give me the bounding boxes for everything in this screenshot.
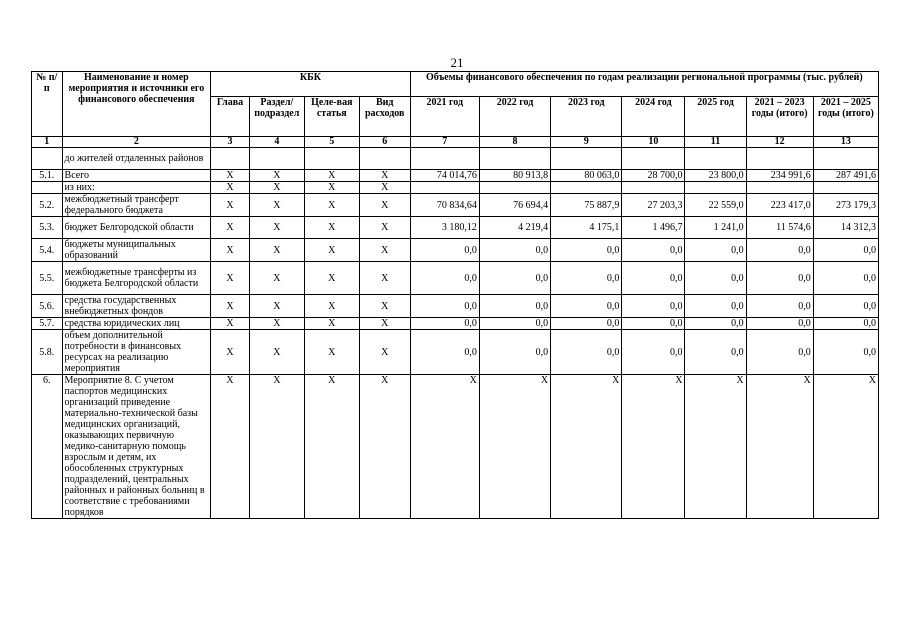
amount-cell [622,148,685,170]
amount-cell [746,148,813,170]
amount-cell: 0,0 [410,239,479,262]
header-y2024: 2024 год [622,97,685,137]
amount-cell: 0,0 [813,262,878,295]
kbk-cell: Х [211,182,250,194]
header-num: № п/п [32,72,63,137]
kbk-cell [304,148,359,170]
kbk-cell: Х [359,318,410,330]
amount-cell: Х [685,375,746,519]
table-row [32,194,879,217]
amount-cell: 0,0 [746,330,813,375]
amount-cell [479,148,550,170]
column-number: 5 [304,137,359,148]
amount-cell: 0,0 [479,239,550,262]
row-number: 5.3. [32,217,63,239]
amount-cell: 0,0 [551,295,622,318]
kbk-cell: Х [304,182,359,194]
amount-cell [685,182,746,194]
table-row [32,375,879,519]
kbk-cell [249,148,304,170]
kbk-cell: Х [211,170,250,182]
amount-cell: 0,0 [410,330,479,375]
table-row [32,170,879,182]
kbk-cell: Х [359,182,410,194]
amount-cell: 1 496,7 [622,217,685,239]
kbk-cell: Х [211,239,250,262]
amount-cell: 0,0 [551,262,622,295]
amount-cell: 0,0 [746,295,813,318]
amount-cell: 4 219,4 [479,217,550,239]
kbk-cell: Х [359,217,410,239]
amount-cell: 0,0 [551,318,622,330]
amount-cell: 287 491,6 [813,170,878,182]
kbk-cell: Х [359,295,410,318]
table-body [32,148,879,519]
table-row [32,148,879,170]
table-row [32,330,879,375]
row-number: 5.5. [32,262,63,295]
kbk-cell: Х [359,239,410,262]
kbk-cell: Х [249,170,304,182]
amount-cell: 234 991,6 [746,170,813,182]
kbk-cell: Х [304,194,359,217]
header-funding: Объемы финансового обеспечения по годам реализации региональной программы (тыс. рублей) [410,72,878,97]
amount-cell: 0,0 [551,330,622,375]
row-name: до жителей отдаленных районов [62,148,211,170]
amount-cell: 0,0 [479,262,550,295]
amount-cell: 0,0 [622,318,685,330]
kbk-cell: Х [211,262,250,295]
kbk-cell: Х [304,330,359,375]
column-number: 4 [249,137,304,148]
amount-cell: 0,0 [622,239,685,262]
amount-cell: 28 700,0 [622,170,685,182]
column-number: 7 [410,137,479,148]
amount-cell: 0,0 [410,262,479,295]
amount-cell [410,148,479,170]
row-number: 6. [32,375,63,519]
row-number: 5.2. [32,194,63,217]
kbk-cell: Х [359,194,410,217]
table-row [32,295,879,318]
column-number-row [32,137,879,148]
kbk-cell: Х [359,330,410,375]
kbk-cell: Х [249,295,304,318]
row-name: межбюджетные трансферты из бюджета Белгородской области [62,262,211,295]
amount-cell: 0,0 [622,330,685,375]
amount-cell: 0,0 [813,239,878,262]
kbk-cell: Х [211,318,250,330]
kbk-cell: Х [359,375,410,519]
table-row [32,318,879,330]
amount-cell: Х [479,375,550,519]
kbk-cell: Х [249,318,304,330]
amount-cell: 0,0 [685,295,746,318]
header-y2021: 2021 год [410,97,479,137]
row-number: 5.6. [32,295,63,318]
kbk-cell: Х [249,194,304,217]
row-number: 5.4. [32,239,63,262]
amount-cell: Х [551,375,622,519]
amount-cell: 0,0 [479,318,550,330]
amount-cell: 70 834,64 [410,194,479,217]
amount-cell [551,148,622,170]
row-name: бюджет Белгородской области [62,217,211,239]
amount-cell: 76 694,4 [479,194,550,217]
amount-cell: 0,0 [410,318,479,330]
amount-cell: Х [622,375,685,519]
row-name: средства юридических лиц [62,318,211,330]
amount-cell: Х [746,375,813,519]
amount-cell: 27 203,3 [622,194,685,217]
amount-cell [622,182,685,194]
amount-cell: 0,0 [479,330,550,375]
row-name: средства государственных внебюджетных фондов [62,295,211,318]
column-number: 8 [479,137,550,148]
amount-cell: 0,0 [479,295,550,318]
column-number: 10 [622,137,685,148]
amount-cell: 75 887,9 [551,194,622,217]
row-name: Всего [62,170,211,182]
header-name: Наименование и номер мероприятия и источники его финансового обеспечения [62,72,211,137]
row-number [32,148,63,170]
header-y2022: 2022 год [479,97,550,137]
kbk-cell: Х [304,170,359,182]
amount-cell: 23 800,0 [685,170,746,182]
amount-cell: 0,0 [685,318,746,330]
kbk-cell: Х [211,194,250,217]
header-celevaya: Целе-вая статья [304,97,359,137]
kbk-cell: Х [304,375,359,519]
row-name: Мероприятие 8. С учетом паспортов медицинских организаций приведение материально-технической базы медицинских организаций, оказывающих первичную медико-санитарную помощь взрослым и детям, их обособленных структурных подразделений, центральных районных и районных больниц в соответствие с требованиями порядков [62,375,211,519]
amount-cell: 223 417,0 [746,194,813,217]
kbk-cell: Х [359,170,410,182]
amount-cell [410,182,479,194]
amount-cell: 3 180,12 [410,217,479,239]
amount-cell: 80 063,0 [551,170,622,182]
table-row [32,182,879,194]
row-number: 5.8. [32,330,63,375]
amount-cell: 22 559,0 [685,194,746,217]
column-number: 3 [211,137,250,148]
kbk-cell: Х [211,295,250,318]
kbk-cell: Х [211,217,250,239]
row-name: объем дополнительной потребности в финансовых ресурсах на реализацию мероприятия [62,330,211,375]
header-razdel: Раздел/ подраздел [249,97,304,137]
header-total-2021-2023: 2021 – 2023 годы (итого) [746,97,813,137]
row-number [32,182,63,194]
amount-cell [685,148,746,170]
header-y2023: 2023 год [551,97,622,137]
amount-cell: 74 014,76 [410,170,479,182]
table-row [32,239,879,262]
kbk-cell: Х [304,239,359,262]
kbk-cell: Х [359,262,410,295]
kbk-cell: Х [249,262,304,295]
amount-cell: 0,0 [622,295,685,318]
amount-cell: 0,0 [813,295,878,318]
column-number: 2 [62,137,211,148]
table-row [32,217,879,239]
column-number: 9 [551,137,622,148]
amount-cell: 0,0 [813,330,878,375]
header-vid: Вид расходов [359,97,410,137]
kbk-cell: Х [249,182,304,194]
column-number: 1 [32,137,63,148]
amount-cell: 0,0 [746,262,813,295]
header-kbk: КБК [211,72,411,97]
row-name: бюджеты муниципальных образований [62,239,211,262]
amount-cell: 273 179,3 [813,194,878,217]
amount-cell: 0,0 [746,318,813,330]
kbk-cell: Х [304,217,359,239]
column-number: 12 [746,137,813,148]
row-number: 5.1. [32,170,63,182]
row-number: 5.7. [32,318,63,330]
amount-cell [479,182,550,194]
amount-cell: 0,0 [746,239,813,262]
kbk-cell [359,148,410,170]
header-total-2021-2025: 2021 – 2025 годы (итого) [813,97,878,137]
kbk-cell: Х [249,330,304,375]
amount-cell [813,182,878,194]
header-y2025: 2025 год [685,97,746,137]
budget-table [31,71,879,519]
amount-cell: 4 175,1 [551,217,622,239]
row-name: межбюджетный трансферт федерального бюджета [62,194,211,217]
amount-cell [813,148,878,170]
amount-cell: 0,0 [685,239,746,262]
table-row [32,262,879,295]
amount-cell: 1 241,0 [685,217,746,239]
column-number: 6 [359,137,410,148]
column-number: 11 [685,137,746,148]
amount-cell: 80 913,8 [479,170,550,182]
header-row-top [32,72,879,97]
row-name: из них: [62,182,211,194]
kbk-cell: Х [249,217,304,239]
amount-cell [746,182,813,194]
amount-cell: 0,0 [685,330,746,375]
kbk-cell: Х [249,239,304,262]
column-number: 13 [813,137,878,148]
kbk-cell: Х [211,375,250,519]
kbk-cell [211,148,250,170]
amount-cell: 0,0 [551,239,622,262]
amount-cell: 0,0 [813,318,878,330]
amount-cell: 14 312,3 [813,217,878,239]
amount-cell: Х [410,375,479,519]
amount-cell: 0,0 [685,262,746,295]
header-glava: Глава [211,97,250,137]
kbk-cell: Х [211,330,250,375]
kbk-cell: Х [304,318,359,330]
amount-cell: 11 574,6 [746,217,813,239]
kbk-cell: Х [304,262,359,295]
amount-cell [551,182,622,194]
amount-cell: 0,0 [622,262,685,295]
amount-cell: Х [813,375,878,519]
kbk-cell: Х [249,375,304,519]
amount-cell: 0,0 [410,295,479,318]
page-number: 21 [450,55,464,70]
kbk-cell: Х [304,295,359,318]
